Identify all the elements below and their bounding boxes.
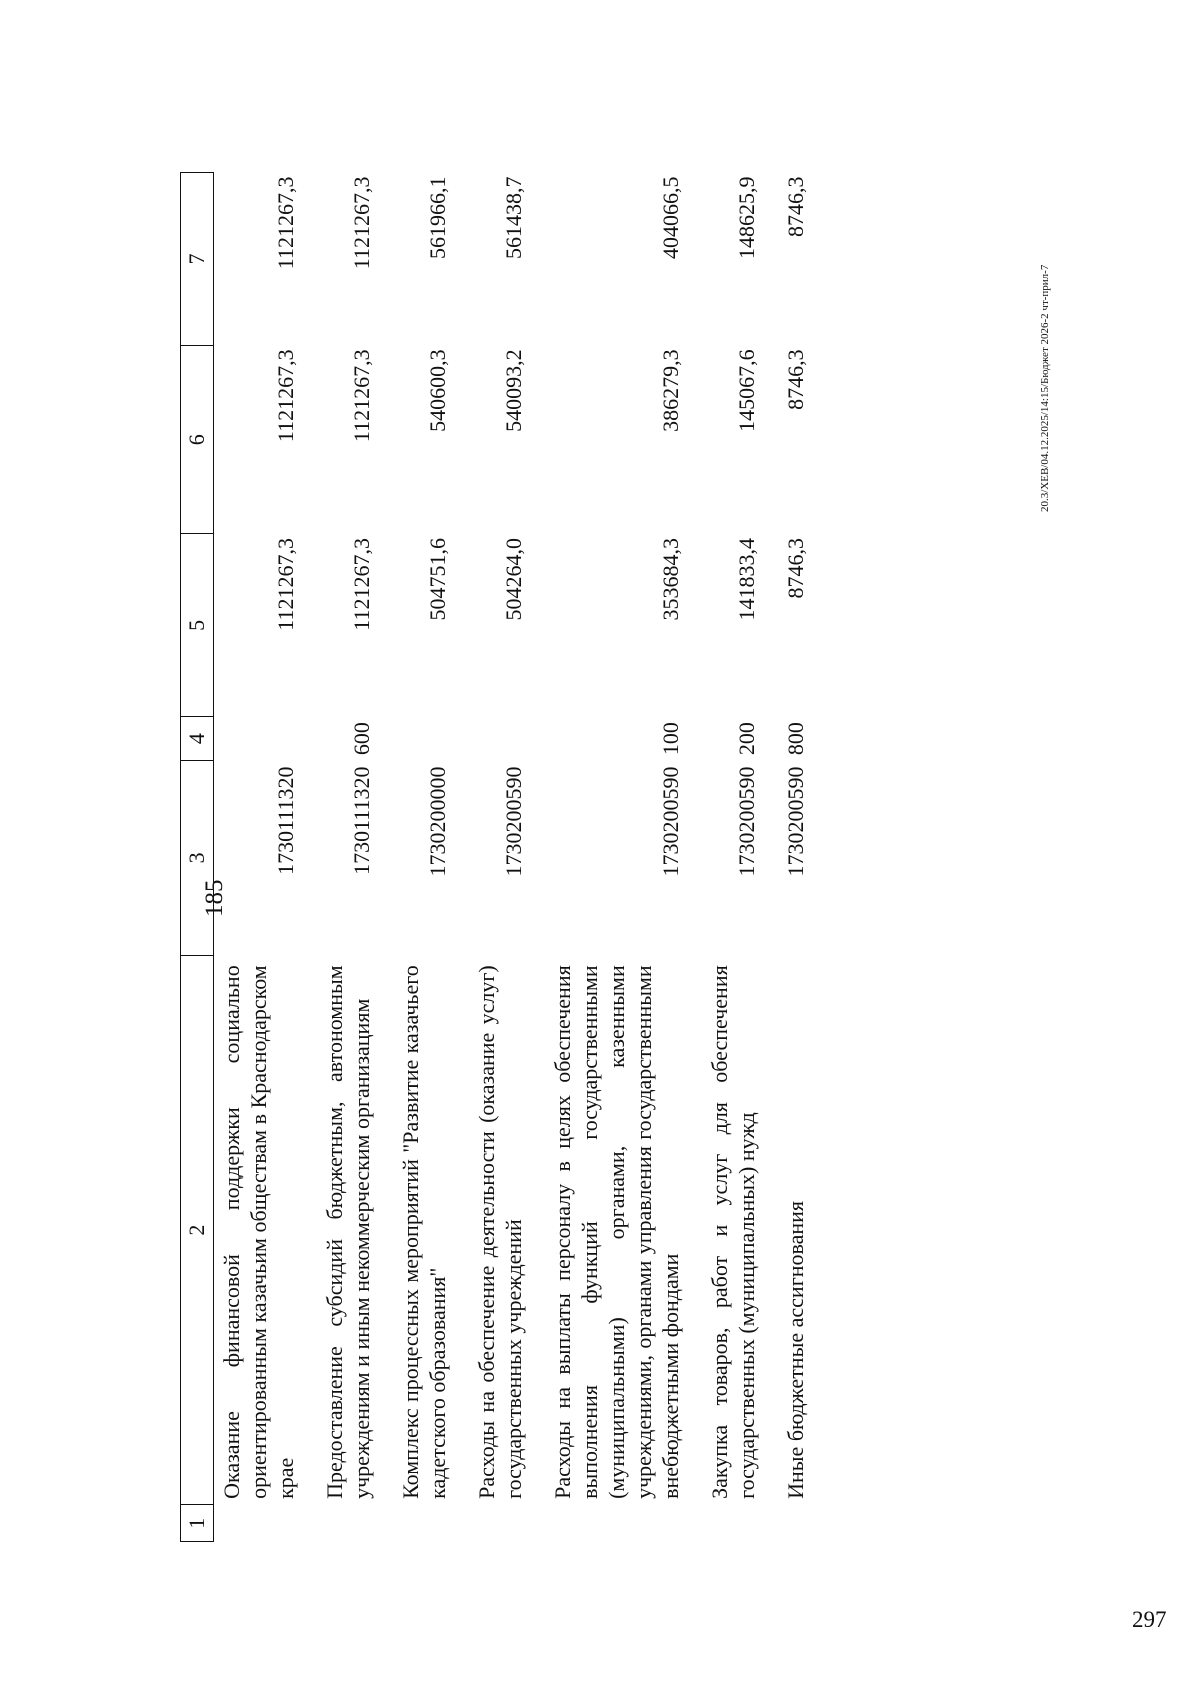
- row-name: Оказание финансовой поддержки социально ориентированным казачьим обществам в Краснодарском крае: [219, 965, 298, 1499]
- table-row: [778, 173, 827, 1542]
- row-code: 1730200590: [734, 766, 759, 877]
- row-type: 800: [783, 722, 808, 756]
- row-value-5: 8746,3: [783, 538, 808, 599]
- row-type: [214, 717, 318, 761]
- row-number-cell: [778, 1505, 827, 1542]
- row-value-7: 561438,7: [501, 176, 526, 259]
- row-name: Закупка товаров, работ и услуг для обеспечения государственных (муниципальных) нужд: [707, 965, 759, 1499]
- row-code: 1730200590: [501, 766, 526, 877]
- row-value-5: 353684,3: [658, 538, 683, 621]
- row-value-6: 1121267,3: [273, 349, 298, 443]
- row-type: 100: [658, 722, 683, 756]
- page-number: 297: [1132, 1607, 1167, 1632]
- column-header: 2: [181, 955, 214, 1505]
- rotated-page-content: [180, 172, 1060, 1552]
- row-type: [469, 717, 545, 761]
- row-type: [393, 717, 469, 761]
- row-name: Комплекс процессных мероприятий "Развитие казачьего кадетского образования": [398, 965, 450, 1499]
- row-value-6: 540093,2: [501, 349, 526, 432]
- row-value-7: 148625,9: [734, 176, 759, 259]
- row-number-cell: [317, 1505, 393, 1542]
- row-type: 600: [349, 722, 374, 756]
- row-code: 1730200590: [783, 766, 808, 877]
- column-header: 5: [181, 534, 214, 717]
- table-row: [393, 173, 469, 1542]
- row-value-7: 8746,3: [783, 176, 808, 237]
- row-value-5: 1121267,3: [273, 538, 298, 631]
- table-row: [214, 173, 318, 1542]
- row-number-cell: [469, 1505, 545, 1542]
- row-code: 1730111320: [273, 766, 298, 875]
- table-row: [317, 173, 393, 1542]
- document-stamp: 20.3/ХЕВ/04.12.2025/14:15/Бюджет 2026-2 чт-прил-7: [1039, 264, 1051, 512]
- table-header-row: [181, 173, 214, 1542]
- row-value-6: 1121267,3: [349, 349, 374, 443]
- row-value-7: 1121267,3: [349, 176, 374, 270]
- row-code: 1730200590: [658, 766, 683, 877]
- row-value-6: 386279,3: [658, 349, 683, 432]
- row-value-7: 404066,5: [658, 176, 683, 259]
- row-number-cell: [545, 1505, 702, 1542]
- row-value-7: 561966,1: [425, 176, 450, 259]
- row-number-cell: [214, 1505, 318, 1542]
- row-name: Расходы на обеспечение деятельности (оказание услуг) государственных учреждений: [474, 965, 526, 1499]
- column-header: 4: [181, 717, 214, 761]
- column-header: 6: [181, 345, 214, 534]
- row-value-6: 540600,3: [425, 349, 450, 432]
- row-value-7: 1121267,3: [273, 176, 298, 270]
- table-row: [469, 173, 545, 1542]
- table-row: [702, 173, 778, 1542]
- column-header: 3: [181, 761, 214, 956]
- row-name: Иные бюджетные ассигнования: [783, 1200, 808, 1499]
- inner-page-number: 185: [201, 879, 228, 917]
- row-value-6: 8746,3: [783, 349, 808, 410]
- column-header: 7: [181, 173, 214, 346]
- budget-table: [180, 172, 827, 1542]
- row-type: 200: [734, 722, 759, 756]
- row-value-5: 1121267,3: [349, 538, 374, 631]
- row-value-6: 145067,6: [734, 349, 759, 432]
- row-code: 1730200000: [425, 766, 450, 877]
- table-row: [545, 173, 702, 1542]
- row-value-5: 504264,0: [501, 538, 526, 621]
- column-header: 1: [181, 1505, 214, 1542]
- row-name: Предоставление субсидий бюджетным, автономным учреждениям и иным некоммерческим организациям: [322, 965, 374, 1499]
- row-number-cell: [393, 1505, 469, 1542]
- row-number-cell: [702, 1505, 778, 1542]
- row-value-5: 141833,4: [734, 538, 759, 621]
- row-code: 1730111320: [349, 766, 374, 875]
- row-name: Расходы на выплаты персоналу в целях обеспечения выполнения функций государственными (муниципальными) органами, казенными учреждениями, органами управления государственными внебюджетными фондами: [550, 965, 683, 1499]
- row-value-5: 504751,6: [425, 538, 450, 621]
